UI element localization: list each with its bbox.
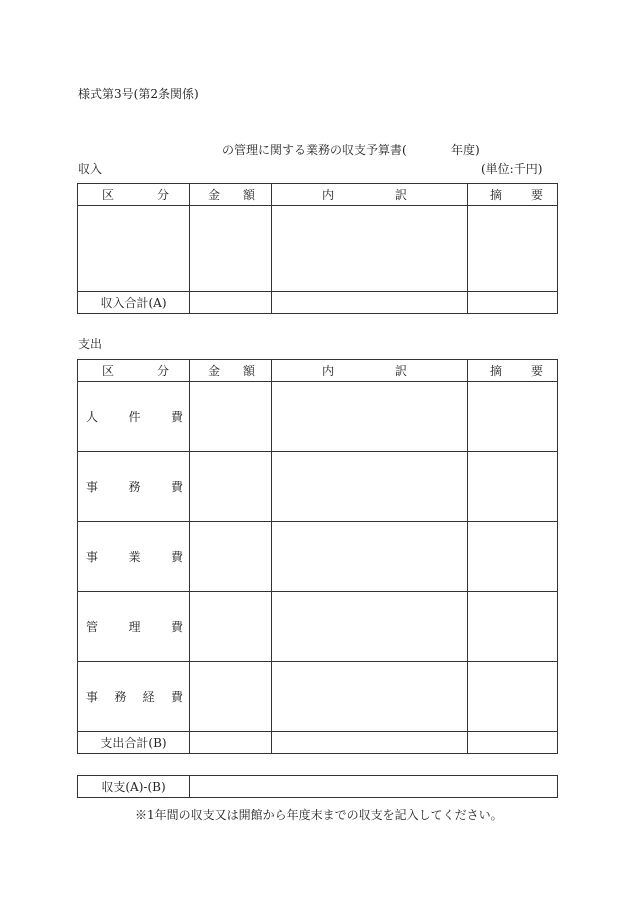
expense-amount-cell[interactable] (190, 522, 272, 592)
expense-col-breakdown: 内 訳 (272, 360, 468, 382)
expense-table (77, 359, 558, 754)
expense-amount-cell[interactable] (190, 452, 272, 522)
expense-breakdown-cell[interactable] (272, 382, 468, 452)
income-amount-cell[interactable] (190, 206, 272, 292)
expense-category-personnel: 人 件 費 (78, 382, 190, 452)
income-col-remarks: 摘 要 (468, 184, 558, 206)
income-total-amount-cell[interactable] (190, 292, 272, 314)
expense-header-row (78, 360, 558, 382)
expense-breakdown-cell[interactable] (272, 592, 468, 662)
expense-category-operations: 事 業 費 (78, 522, 190, 592)
income-total-breakdown-cell[interactable] (272, 292, 468, 314)
expense-amount-cell[interactable] (190, 662, 272, 732)
income-table (77, 183, 558, 314)
expense-row-office (78, 452, 558, 522)
expense-remarks-cell[interactable] (468, 662, 558, 732)
expense-remarks-cell[interactable] (468, 382, 558, 452)
expense-remarks-cell[interactable] (468, 592, 558, 662)
expense-total-amount-cell[interactable] (190, 732, 272, 754)
expense-row-operations (78, 522, 558, 592)
balance-value-cell[interactable] (190, 776, 558, 798)
income-header-row (78, 184, 558, 206)
expense-remarks-cell[interactable] (468, 522, 558, 592)
expense-row-office-expenses (78, 662, 558, 732)
expense-amount-cell[interactable] (190, 592, 272, 662)
expense-amount-cell[interactable] (190, 382, 272, 452)
document-year-suffix: 年度) (451, 143, 480, 157)
income-col-breakdown: 内 訳 (272, 184, 468, 206)
balance-row (78, 776, 558, 798)
document-title: の管理に関する業務の収支予算書( (222, 143, 407, 157)
income-total-row (78, 292, 558, 314)
income-heading: 収入 (78, 162, 103, 176)
income-col-amount: 金 額 (190, 184, 272, 206)
income-total-label: 収入合計(A) (78, 292, 190, 314)
expense-total-label: 支出合計(B) (78, 732, 190, 754)
expense-row-personnel (78, 382, 558, 452)
expense-breakdown-cell[interactable] (272, 662, 468, 732)
income-total-remarks-cell[interactable] (468, 292, 558, 314)
footnote: ※1年間の収支又は開館から年度末までの収支を記入してください。 (135, 808, 503, 822)
unit-note: (単位:千円) (481, 162, 543, 176)
income-remarks-cell[interactable] (468, 206, 558, 292)
income-entry-row (78, 206, 558, 292)
income-breakdown-cell[interactable] (272, 206, 468, 292)
expense-total-remarks-cell[interactable] (468, 732, 558, 754)
expense-heading: 支出 (78, 337, 103, 351)
balance-table (77, 775, 558, 798)
expense-category-office: 事 務 費 (78, 452, 190, 522)
income-category-cell[interactable] (78, 206, 190, 292)
expense-breakdown-cell[interactable] (272, 452, 468, 522)
balance-label: 収支(A)-(B) (78, 776, 190, 798)
expense-category-office-expenses: 事 務 経 費 (78, 662, 190, 732)
expense-remarks-cell[interactable] (468, 452, 558, 522)
expense-col-category: 区 分 (78, 360, 190, 382)
expense-total-breakdown-cell[interactable] (272, 732, 468, 754)
form-number: 様式第3号(第2条関係) (78, 87, 199, 101)
expense-col-amount: 金 額 (190, 360, 272, 382)
expense-col-remarks: 摘 要 (468, 360, 558, 382)
expense-row-management (78, 592, 558, 662)
expense-total-row (78, 732, 558, 754)
expense-breakdown-cell[interactable] (272, 522, 468, 592)
expense-category-management: 管 理 費 (78, 592, 190, 662)
income-col-category: 区 分 (78, 184, 190, 206)
